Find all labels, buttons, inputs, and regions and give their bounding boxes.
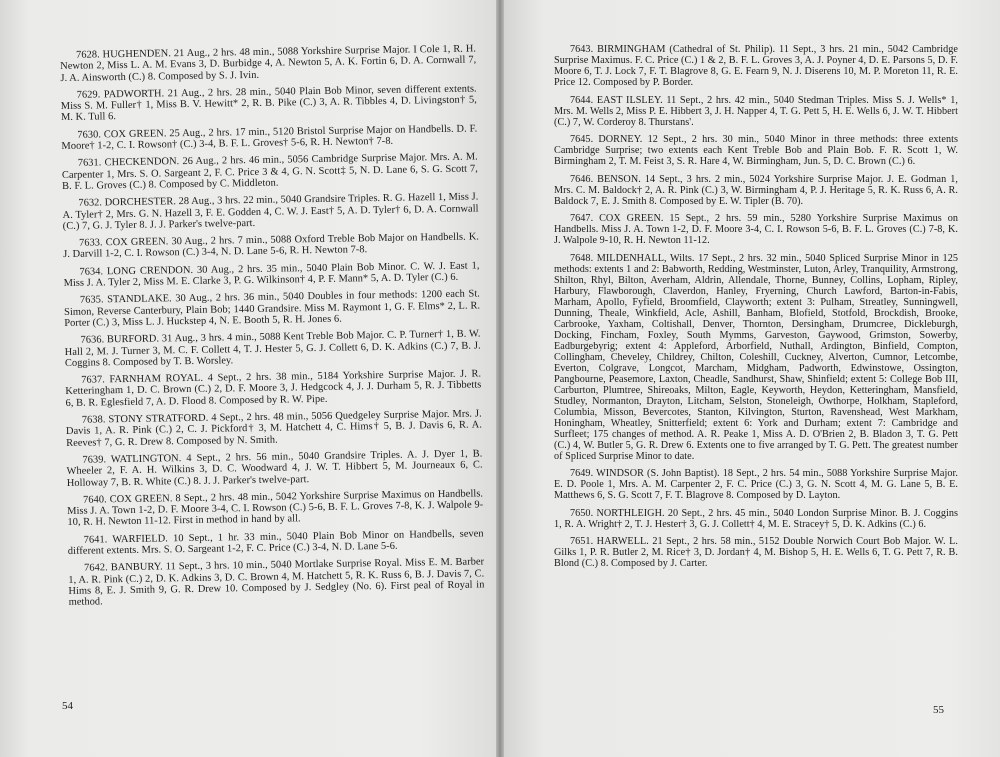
peal-entry: 7629. PADWORTH. 21 Aug., 2 hrs. 28 min., 5040 Plain Bob Minor, seven different extents. Miss S. M. Fuller† 1, Miss B. V. Hewitt* 2, R. B. Pike (C.) 3, A. R. Tibbles 4, D. Livingston† 5, M. K. Tull 6. xyxy=(60,83,477,124)
peal-entry: 7641. WARFIELD. 10 Sept., 1 hr. 33 min., 5040 Plain Bob Minor on Handbells, seven different extents. Mrs. S. O. Sargeant 1-2, F. C. Price (C.) 3-4, N. D. Lane 5-6. xyxy=(67,528,484,557)
peal-entry: 7637. FARNHAM ROYAL. 4 Sept., 2 hrs. 38 min., 5184 Yorkshire Surprise Major. J. R. Ketteringham 1, D. C. Brown (C.) 2, D. F. Moore 3, J. Hedgcock 4, J. J. Durham 5, R. J. Tibbetts 6, B. R. Eglesfield 7, A. D. Flood 8. Composed by R. W. Pipe. xyxy=(65,368,482,409)
peal-entry: 7636. BURFORD. 31 Aug., 3 hrs. 4 min., 5088 Kent Treble Bob Major. C. P. Turner† 1, B. W. Hall 2, M. J. Turner 3, M. C. F. Collett 4, T. J. Hester 5, G. J. Collett 6, D. K. Adkins (C.) 7, B. J. Coggins 8. Composed by T. B. Worsley. xyxy=(64,328,481,369)
peal-entry: 7642. BANBURY. 11 Sept., 3 hrs. 10 min., 5040 Mortlake Surprise Royal. Miss E. M. Barber 1, A. R. Pink (C.) 2, D. K. Adkins 3, D. C. Brown 4, M. Hatchett 5, R. K. Russ 6, B. J. Davis 7, C. Hims 8, E. J. Smith 9, G. R. Drew 10. Composed by J. Sedgley (No. 6). First peal of Royal in method. xyxy=(68,556,485,609)
peal-entry: 7644. EAST ILSLEY. 11 Sept., 2 hrs. 42 min., 5040 Stedman Triples. Miss S. J. Wells* 1, Mrs. M. Wells 2, Miss P. E. Hibbert 3, J. H. Napper 4, T. G. Pett 5, H. E. Wells 6, J. W. T. Hibbert (C.) 7, W. Corderoy 8. Thurstans'. xyxy=(554,94,958,128)
right-peal-list xyxy=(554,44,958,569)
peal-entry: 7648. MILDENHALL, Wilts. 17 Sept., 2 hrs. 32 min., 5040 Spliced Surprise Minor in 125 methods: extents 1 and 2: Babworth, Redding, Westminster, Luton, Arley, Tranquility, Armstrong, Shilton, Rhyl, Bilton, Averham, Aldrin, Allendale, Thorne, Bunney, Collins, Lopham, Ripley, Harbury, Flawborough, Claverdon, Hanley, Fryerning, Church Lawford, Barton-in-Fabis, Marham, Apollo, Fyfield, Broomfield, Clayworth; extent 3: Pulham, Streatley, Sunningwell, Dunning, Theale, Winkfield, Acle, Ashill, Banham, Blofield, Stotfold, Brockdish, Brooke, Carbrooke, Yaxham, Coltishall, Denver, Thornton, Dersingham, Drumcree, Dickleburgh, Docking, Fincham, Foxley, South Mymms, Garveston, Gaywood, Grimston, Sowerby, Eadburgebyrig; extent 4: Appleford, Arborfield, Nuthall, Ardington, Binfield, Compton, Collingham, Cheveley, Childrey, Chilton, Coleshill, Cuckney, Alverton, Cumnor, Letcombe, Everton, Colgrave, Longcot, Marcham, Midgham, Padworth, Edwinstowe, Ossington, Pangbourne, Peasemore, Laxton, Cheadle, Sandhurst, Shaw, Shinfield; extent 5: College Bob III, Carburton, Plumtree, Shireoaks, Milton, Eagle, Keyworth, Heydon, Ketteringham, Mansfield, Studley, Normanton, Drayton, Litcham, Selston, Stoneleigh, Owthorpe, Holkham, Stapleford, Columbia, Misson, Bevercotes, Stanton, Kilvington, Sturton, Ravenshead, West Markham, Honingham, Wheatley, Snitterfield; extent 6: York and Durham; extent 7: Cambridge and Surfleet; 175 changes of method. A. R. Peake 1, Miss A. D. O'Brien 2, B. Bladon 3, T. G. Pett (C.) 4, W. Butler 5, G. R. Drew 6. Extents one to five arranged by T. G. Pett. The greatest number of Spliced Surprise Minor to date. xyxy=(554,252,958,462)
peal-entry: 7633. COX GREEN. 30 Aug., 2 hrs. 7 min., 5088 Oxford Treble Bob Major on Handbells. K. J. Darvill 1-2, C. I. Rowson (C.) 3-4, N. D. Lane 5-6, R. H. Newton 7-8. xyxy=(63,231,480,261)
peal-entry: 7632. DORCHESTER. 28 Aug., 3 hrs. 22 min., 5040 Grandsire Triples. R. G. Hazell 1, Miss J. A. Tyler† 2, Mrs. G. N. Hazell 3, F. E. Godden 4, C. W. J. East† 5, A. D. Tyler† 6, D. A. Cornwall (C.) 7, G. J. Tyler 8. J. J. Parker's twelve-part. xyxy=(62,191,479,232)
peal-entry: 7649. WINDSOR (S. John Baptist). 18 Sept., 2 hrs. 54 min., 5088 Yorkshire Surprise Major. E. D. Poole 1, Mrs. A. M. Carpenter 2, F. C. Price (C.) 3, G. N. Scott 4, M. G. Lane 5, B. E. Matthews 6, S. G. Scott 7, F. T. Blagrove 8. Composed by D. Layton. xyxy=(554,468,958,501)
peal-entry: 7645. DORNEY. 12 Sept., 2 hrs. 30 min., 5040 Minor in three methods: three extents Cambridge Surprise; two extents each Kent Treble Bob and Plain Bob. F. R. Scott 1, W. Birmingham 2, T. M. Feist 3, S. R. Hare 4, W. Birmingham, Jun. 5, D. C. Brown (C.) 6. xyxy=(554,134,958,167)
peal-entry: 7631. CHECKENDON. 26 Aug., 2 hrs. 46 min., 5056 Cambridge Surprise Major. Mrs. A. M. Carpenter 1, Mrs. S. O. Sargeant 2, F. C. Price 3 & 4, G. N. Scott‡ 5, N. D. Lane 6, S. G. Scott 7, B. F. L. Groves (C.) 8. Composed by C. Middleton. xyxy=(61,151,479,192)
page-number: 55 xyxy=(933,704,944,716)
peal-entry: 7646. BENSON. 14 Sept., 3 hrs. 2 min., 5024 Yorkshire Surprise Major. J. E. Godman 1, Mrs. C. M. Baldock† 2, A. R. Pink (C.) 3, W. Birmingham 4, P. J. Heritage 5, R. K. Russ 6, A. R. Baldock 7, E. J. Smith 8. Composed by E. W. Tipler (B. 70). xyxy=(554,173,958,207)
right-page xyxy=(504,0,1000,757)
peal-entry: 7651. HARWELL. 21 Sept., 2 hrs. 58 min., 5152 Double Norwich Court Bob Major. W. L. Gilks 1, P. R. Butler 2, M. Rice† 3, D. Jordan† 4, M. Bishop 5, H. E. Wells 6, T. G. Pett 7, R. B. Blond (C.) 8. Composed by J. Carter. xyxy=(554,536,958,569)
peal-entry: 7639. WATLINGTON. 4 Sept., 2 hrs. 56 min., 5040 Grandsire Triples. A. J. Dyer 1, B. Wheeler 2, F. A. H. Wilkins 3, D. C. Woodward 4, J. W. T. Hibbert 5, M. Journeaux 6, C. Holloway 7, B. R. White (C.) 8. J. J. Parker's twelve-part. xyxy=(66,448,483,489)
book-gutter xyxy=(496,0,504,757)
peal-entry: 7638. STONY STRATFORD. 4 Sept., 2 hrs. 48 min., 5056 Quedgeley Surprise Major. Mrs. J. Davis 1, A. R. Pink (C.) 2, C. J. Pickford† 3, M. Hatchett 4, C. Hims† 5, B. J. Davis 6, R. A. Reeves† 7, G. R. Drew 8. Composed by N. Smith. xyxy=(65,408,483,449)
peal-entry: 7650. NORTHLEIGH. 20 Sept., 2 hrs. 45 min., 5040 London Surprise Minor. B. J. Coggins 1, R. A. Wright† 2, T. J. Hester† 3, G. J. Collett† 4, M. E. Stracey† 5, D. K. Adkins (C.) 6. xyxy=(554,507,958,530)
peal-entry: 7628. HUGHENDEN. 21 Aug., 2 hrs. 48 min., 5088 Yorkshire Surprise Major. I Cole 1, R. H. Newton 2, Miss L. A. M. Evans 3, D. Burbidge 4, A. Newton 5, A. K. Fortin 6, D. A. Cornwall 7, J. A. Ainsworth (C.) 8. Composed by S. J. Ivin. xyxy=(60,43,477,84)
peal-entry: 7640. COX GREEN. 8 Sept., 2 hrs. 48 min., 5042 Yorkshire Surprise Maximus on Handbells. Miss J. A. Town 1-2, D. F. Moore 3-4, C. I. Rowson (C.) 5-6, B. F. L. Groves 7-8, K. J. Walpole 9-10, R. H. Newton 11-12. First in method in hand by all. xyxy=(67,488,484,529)
peal-entry: 7647. COX GREEN. 15 Sept., 2 hrs. 59 min., 5280 Yorkshire Surprise Maximus on Handbells. Miss J. A. Town 1-2, D. F. Moore 3-4, C. I. Rowson 5-6, B. F. L. Groves (C.) 7-8, K. J. Walpole 9-10, R. H. Newton 11-12. xyxy=(554,213,958,246)
peal-entry: 7635. STANDLAKE. 30 Aug., 2 hrs. 36 min., 5040 Doubles in four methods: 1200 each St. Simon, Reverse Canterbury, Plain Bob; 1440 Grandsire. Miss M. Raymont 1, G. F. Elms* 2, L. R. Porter (C.) 3, Miss L. J. Huckstep 4, N. E. Booth 5, R. H. Jones 6. xyxy=(64,288,481,329)
peal-entry: 7643. BIRMINGHAM (Cathedral of St. Philip). 11 Sept., 3 hrs. 21 min., 5042 Cambridge Surprise Maximus. F. C. Price (C.) 1 & 2, B. F. L. Groves 3, A. J. Poyner 4, D. E. Parsons 5, D. F. Moore 6, T. J. Lock 7, F. T. Blagrove 8, G. E. Fearn 9, N. J. Diserens 10, M. P. Moreton 11, R. E. Price 12. Composed by P. Border. xyxy=(554,44,958,88)
page-number: 54 xyxy=(62,700,73,712)
peal-entry: 7630. COX GREEN. 25 Aug., 2 hrs. 17 min., 5120 Bristol Surprise Major on Handbells. D. F. Moore† 1-2, C. I. Rowson† (C.) 3-4, B. F. L. Groves† 5-6, R. H. Newton† 7-8. xyxy=(61,123,478,153)
left-page xyxy=(0,0,496,757)
peal-entry: 7634. LONG CRENDON. 30 Aug., 2 hrs. 35 min., 5040 Plain Bob Minor. C. W. J. East 1, Miss J. A. Tyler 2, Miss M. E. Clarke 3, P. G. Wilkinson† 4, P. F. Mann* 5, A. D. Tyler (C.) 6. xyxy=(63,260,480,290)
left-peal-list xyxy=(60,43,485,608)
